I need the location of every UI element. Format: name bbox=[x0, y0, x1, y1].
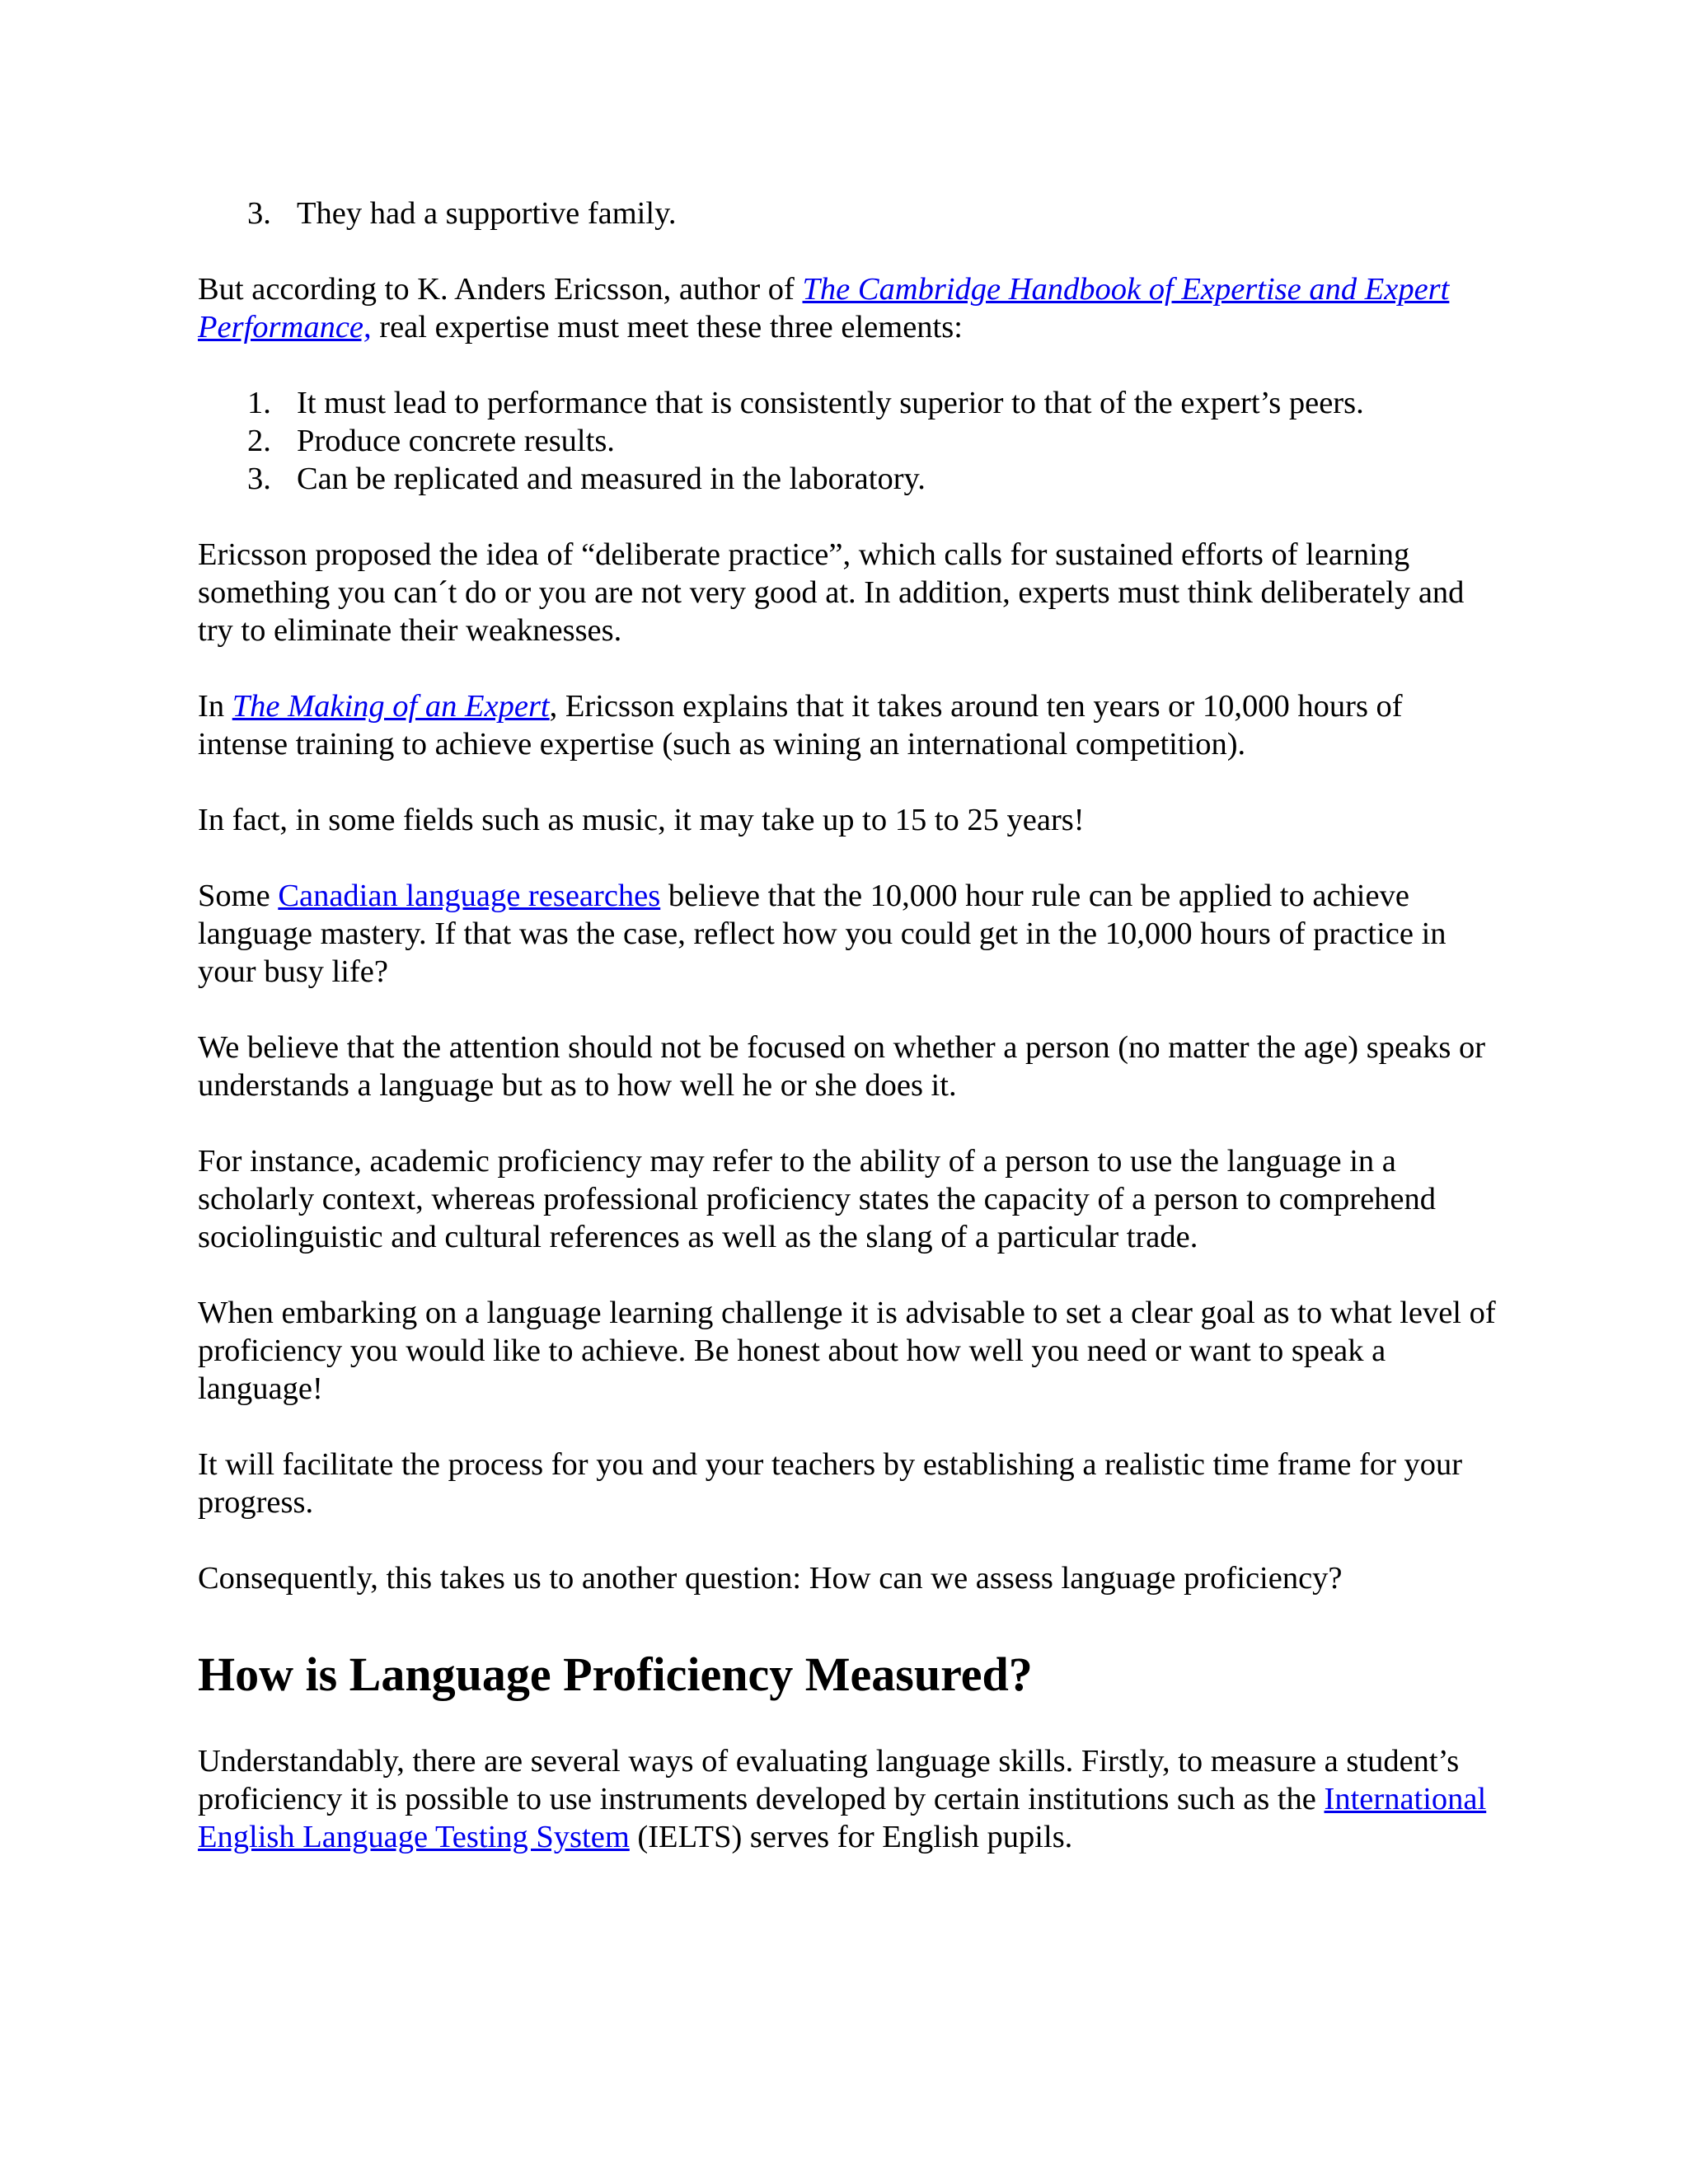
paragraph-attention: We believe that the attention should not be focused on whether a person (no matter the age) speaks or understands a language but as to how well he or she does it. bbox=[198, 1030, 1486, 1103]
text-segment: Some bbox=[198, 879, 279, 913]
paragraph-facilitate: It will facilitate the process for you and your teachers by establishing a realistic time frame for your progress. bbox=[198, 1447, 1463, 1520]
list-item bbox=[198, 460, 1500, 498]
text-segment: In bbox=[198, 689, 232, 724]
paragraph-deliberate-practice: Ericsson proposed the idea of “deliberate practice”, which calls for sustained efforts of learning something you can´t do or you are not very good at. In addition, experts must think deliberately and try to eliminate their weaknesses. bbox=[198, 537, 1465, 648]
text-segment: But according to K. Anders Ericsson, author of bbox=[198, 272, 803, 307]
link-making-of-an-expert[interactable]: The Making of an Expert bbox=[232, 689, 550, 724]
text-segment: , Ericsson explains that it takes around ten years or 10,000 hours of intense training to achieve expertise (such as wining an international competition). bbox=[198, 689, 1403, 762]
paragraph-making-of-expert bbox=[198, 687, 1500, 763]
paragraph-music: In fact, in some fields such as music, it may take up to 15 to 25 years! bbox=[198, 803, 1085, 837]
link-ielts[interactable]: International English Language Testing System bbox=[198, 1782, 1487, 1854]
paragraph-canadian-researches bbox=[198, 877, 1500, 991]
list-number: 3. bbox=[247, 196, 271, 231]
text-segment: Understandably, there are several ways of evaluating language skills. Firstly, to measure a student’s proficiency it is possible to use instruments developed by certain institutions such as the bbox=[198, 1744, 1460, 1816]
paragraph-embarking: When embarking on a language learning challenge it is advisable to set a clear goal as to what level of proficiency you would like to achieve. Be honest about how well you need or want to speak a language! bbox=[198, 1296, 1496, 1406]
expertise-elements-list bbox=[198, 384, 1500, 498]
link-cambridge-handbook[interactable]: The Cambridge Handbook of Expertise and Expert Performance, bbox=[198, 272, 1450, 344]
list-item bbox=[198, 422, 1500, 460]
paragraph-consequently: Consequently, this takes us to another question: How can we assess language proficiency? bbox=[198, 1561, 1343, 1596]
supportive-family-list bbox=[198, 194, 1500, 232]
list-item-text: It must lead to performance that is consistently superior to that of the expert’s peers. bbox=[297, 386, 1364, 420]
text-segment: believe that the 10,000 hour rule can be applied to achieve language mastery. If that was the case, reflect how you could get in the 10,000 hours of practice in your busy life? bbox=[198, 879, 1447, 989]
list-number: 3. bbox=[247, 462, 271, 496]
document-page bbox=[198, 194, 1500, 1894]
list-item-text: Produce concrete results. bbox=[297, 424, 615, 458]
paragraph-instance: For instance, academic proficiency may refer to the ability of a person to use the language in a scholarly context, whereas professional proficiency states the capacity of a person to comprehend sociolinguistic and cultural references as well as the slang of a particular trade. bbox=[198, 1144, 1437, 1254]
list-item bbox=[198, 194, 1500, 232]
link-canadian-language-researches[interactable]: Canadian language researches bbox=[278, 879, 661, 913]
heading-language-proficiency-measured: How is Language Proficiency Measured? bbox=[198, 1647, 1033, 1701]
list-item-text: Can be replicated and measured in the laboratory. bbox=[297, 462, 926, 496]
text-segment: real expertise must meet these three elements: bbox=[371, 310, 963, 344]
list-item bbox=[198, 384, 1500, 422]
paragraph-understandably bbox=[198, 1742, 1500, 1856]
list-number: 2. bbox=[247, 424, 271, 458]
paragraph-ericsson bbox=[198, 270, 1500, 346]
text-segment: (IELTS) serves for English pupils. bbox=[629, 1820, 1073, 1854]
list-number: 1. bbox=[247, 386, 271, 420]
list-item-text: They had a supportive family. bbox=[297, 196, 677, 231]
